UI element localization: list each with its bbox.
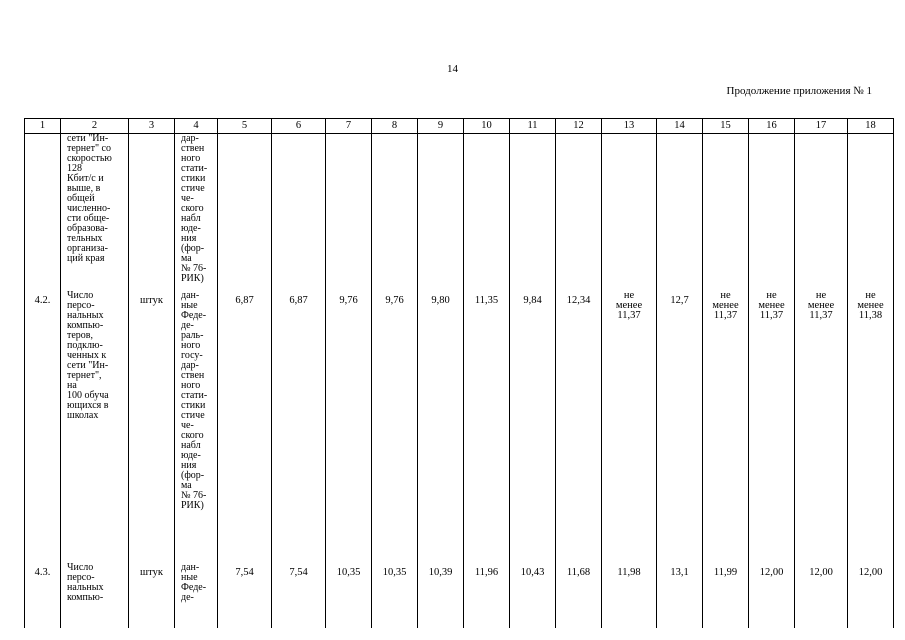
column-header-3: 3 bbox=[129, 119, 175, 134]
cell-line: стиче bbox=[181, 410, 205, 421]
data-source bbox=[175, 561, 218, 628]
value-cell: 10,43 bbox=[510, 561, 556, 628]
value-cell bbox=[602, 134, 657, 290]
column-header-15: 15 bbox=[703, 119, 749, 134]
cell-line: госу- bbox=[181, 350, 203, 361]
cell-line: не bbox=[623, 290, 635, 301]
value-cell bbox=[749, 289, 795, 561]
value-cell: 9,84 bbox=[510, 289, 556, 561]
cell-line: тельных bbox=[67, 233, 103, 244]
indicator-name bbox=[61, 289, 129, 561]
value-cell bbox=[795, 134, 848, 290]
cell-line: нальных bbox=[67, 310, 104, 321]
column-header-13: 13 bbox=[602, 119, 657, 134]
cell-line: 11,37 bbox=[713, 310, 738, 321]
cell-line: № 76- bbox=[181, 490, 207, 501]
cell-line: набл bbox=[181, 440, 201, 451]
cell-line: 11,37 bbox=[617, 310, 641, 321]
cell-line: стати- bbox=[181, 163, 208, 174]
row-index bbox=[25, 134, 61, 290]
cell-line: компью- bbox=[67, 320, 104, 331]
cell-line: Феде- bbox=[181, 310, 207, 321]
cell-line: ций края bbox=[67, 253, 105, 264]
value-cell: 11,35 bbox=[464, 289, 510, 561]
value-cell bbox=[218, 134, 272, 290]
value-cell bbox=[657, 134, 703, 290]
cell-line: персо- bbox=[67, 572, 95, 583]
cell-line: де- bbox=[181, 592, 194, 603]
cell-line: ного bbox=[181, 380, 201, 391]
cell-line: че- bbox=[181, 420, 194, 431]
cell-line: ма bbox=[181, 253, 192, 264]
cell-line: ченных к bbox=[67, 350, 107, 361]
value-cell bbox=[703, 134, 749, 290]
cell-line: образова- bbox=[67, 223, 108, 234]
value-cell: 11,96 bbox=[464, 561, 510, 628]
cell-line: стики bbox=[181, 400, 206, 411]
cell-line: ного bbox=[181, 340, 201, 351]
table-row bbox=[25, 289, 894, 561]
cell-line: выше, в bbox=[67, 183, 101, 194]
value-cell: 10,35 bbox=[372, 561, 418, 628]
page-number: 14 bbox=[447, 63, 458, 75]
cell-line: Кбит/с и bbox=[67, 173, 104, 184]
column-header-8: 8 bbox=[372, 119, 418, 134]
data-source bbox=[175, 289, 218, 561]
value-cell: 9,76 bbox=[372, 289, 418, 561]
cell-line: РИК) bbox=[181, 273, 204, 284]
value-cell bbox=[326, 134, 372, 290]
value-cell bbox=[602, 289, 657, 561]
cell-line: ные bbox=[181, 572, 198, 583]
cell-line: менее bbox=[758, 300, 785, 311]
cell-line: РИК) bbox=[181, 500, 204, 511]
cell-line: ющихся в bbox=[67, 400, 109, 411]
cell-line: Число bbox=[67, 290, 94, 301]
column-header-12: 12 bbox=[556, 119, 602, 134]
value-cell: 12,00 bbox=[848, 561, 894, 628]
cell-line: стати- bbox=[181, 390, 208, 401]
cell-line: менее bbox=[807, 300, 835, 311]
cell-line: не bbox=[865, 290, 876, 301]
column-header-18: 18 bbox=[848, 119, 894, 134]
cell-line: численно- bbox=[67, 203, 111, 214]
value-cell: 6,87 bbox=[272, 289, 326, 561]
cell-line: скоростью bbox=[67, 153, 112, 164]
column-header-16: 16 bbox=[749, 119, 795, 134]
continuation-note: Продолжение приложения № 1 bbox=[726, 85, 872, 97]
cell-line: стики bbox=[181, 173, 206, 184]
unit-of-measure bbox=[129, 134, 175, 290]
cell-line: № 76- bbox=[181, 263, 207, 274]
value-cell bbox=[848, 134, 894, 290]
column-header-5: 5 bbox=[218, 119, 272, 134]
data-source bbox=[175, 134, 218, 290]
column-header-2: 2 bbox=[61, 119, 129, 134]
cell-line: ствен bbox=[181, 143, 205, 154]
cell-line: 128 bbox=[67, 163, 82, 174]
cell-line: сти обще- bbox=[67, 213, 110, 224]
cell-line: менее bbox=[857, 300, 884, 311]
value-cell bbox=[272, 134, 326, 290]
cell-line: Феде- bbox=[181, 582, 207, 593]
column-header-7: 7 bbox=[326, 119, 372, 134]
table-row bbox=[25, 561, 894, 628]
value-cell bbox=[510, 134, 556, 290]
cell-line: раль- bbox=[181, 330, 204, 341]
value-cell: 6,87 bbox=[218, 289, 272, 561]
cell-line: 11,37 bbox=[759, 310, 784, 321]
row-index: 4.2. bbox=[25, 289, 61, 561]
cell-line: ствен bbox=[181, 370, 205, 381]
cell-line: компью- bbox=[67, 592, 104, 603]
value-cell: 12,34 bbox=[556, 289, 602, 561]
value-cell bbox=[703, 289, 749, 561]
value-cell bbox=[848, 289, 894, 561]
value-cell: 10,35 bbox=[326, 561, 372, 628]
column-header-6: 6 bbox=[272, 119, 326, 134]
cell-line: 11,38 bbox=[858, 310, 883, 321]
cell-line: дан- bbox=[181, 290, 200, 301]
column-header-10: 10 bbox=[464, 119, 510, 134]
column-header-9: 9 bbox=[418, 119, 464, 134]
cell-line: не bbox=[720, 290, 731, 301]
value-cell bbox=[795, 289, 848, 561]
table-header-row bbox=[25, 119, 894, 134]
cell-line: (фор- bbox=[181, 243, 205, 254]
column-header-14: 14 bbox=[657, 119, 703, 134]
cell-line: че- bbox=[181, 193, 194, 204]
cell-line: общей bbox=[67, 193, 95, 204]
cell-line: менее bbox=[615, 300, 643, 311]
cell-line: Число bbox=[67, 562, 94, 573]
value-cell bbox=[749, 134, 795, 290]
cell-line: сети "Ин- bbox=[67, 133, 109, 144]
indicator-name bbox=[61, 134, 129, 290]
value-cell: 13,1 bbox=[657, 561, 703, 628]
column-header-17: 17 bbox=[795, 119, 848, 134]
cell-line: организа- bbox=[67, 243, 108, 254]
value-cell: 12,7 bbox=[657, 289, 703, 561]
cell-line: теров, bbox=[67, 330, 94, 341]
cell-line: нальных bbox=[67, 582, 104, 593]
cell-line: набл bbox=[181, 213, 201, 224]
value-cell: 9,80 bbox=[418, 289, 464, 561]
cell-line: ного bbox=[181, 153, 201, 164]
unit-of-measure: штук bbox=[129, 561, 175, 628]
value-cell: 10,39 bbox=[418, 561, 464, 628]
cell-line: ма bbox=[181, 480, 192, 491]
value-cell: 11,68 bbox=[556, 561, 602, 628]
value-cell bbox=[556, 134, 602, 290]
value-cell: 7,54 bbox=[272, 561, 326, 628]
cell-line: не bbox=[766, 290, 777, 301]
table-row bbox=[25, 134, 894, 290]
cell-line: 11,37 bbox=[809, 310, 833, 321]
cell-line: не bbox=[815, 290, 827, 301]
value-cell bbox=[418, 134, 464, 290]
cell-line: стиче bbox=[181, 183, 205, 194]
cell-line: персо- bbox=[67, 300, 95, 311]
indicator-name bbox=[61, 561, 129, 628]
value-cell bbox=[464, 134, 510, 290]
value-cell: 11,98 bbox=[602, 561, 657, 628]
cell-line: подклю- bbox=[67, 340, 103, 351]
cell-line: сети "Ин- bbox=[67, 360, 109, 371]
cell-line: ния bbox=[181, 233, 197, 244]
row-index: 4.3. bbox=[25, 561, 61, 628]
cell-line: дан- bbox=[181, 562, 200, 573]
cell-line: де- bbox=[181, 320, 194, 331]
cell-line: юде- bbox=[181, 223, 201, 234]
value-cell: 7,54 bbox=[218, 561, 272, 628]
column-header-11: 11 bbox=[510, 119, 556, 134]
cell-line: тернет", bbox=[67, 370, 102, 381]
value-cell: 9,76 bbox=[326, 289, 372, 561]
cell-line: дар- bbox=[181, 360, 199, 371]
cell-line: на bbox=[67, 380, 77, 391]
unit-of-measure: штук bbox=[129, 289, 175, 561]
value-cell bbox=[372, 134, 418, 290]
column-header-1: 1 bbox=[25, 119, 61, 134]
cell-line: менее bbox=[712, 300, 739, 311]
cell-line: 100 обуча bbox=[67, 390, 109, 401]
cell-line: дар- bbox=[181, 133, 199, 144]
data-table bbox=[24, 118, 894, 628]
cell-line: тернет" со bbox=[67, 143, 111, 154]
column-header-4: 4 bbox=[175, 119, 218, 134]
cell-line: юде- bbox=[181, 450, 201, 461]
cell-line: школах bbox=[67, 410, 99, 421]
cell-line: ния bbox=[181, 460, 197, 471]
value-cell: 12,00 bbox=[795, 561, 848, 628]
value-cell: 11,99 bbox=[703, 561, 749, 628]
cell-line: (фор- bbox=[181, 470, 205, 481]
cell-line: ные bbox=[181, 300, 198, 311]
cell-line: ского bbox=[181, 203, 204, 214]
cell-line: ского bbox=[181, 430, 204, 441]
value-cell: 12,00 bbox=[749, 561, 795, 628]
